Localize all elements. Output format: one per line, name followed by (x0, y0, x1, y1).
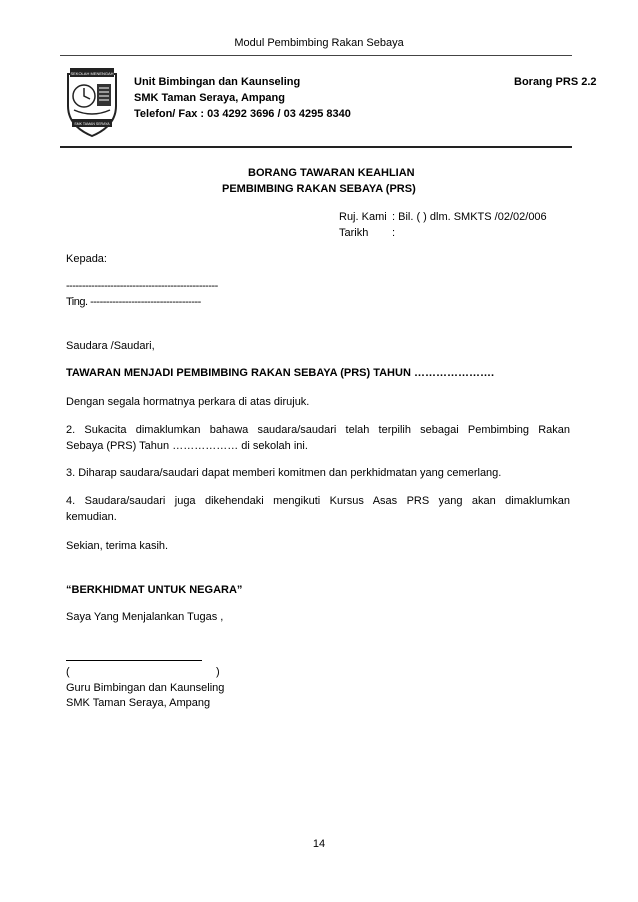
school-line: SMK Taman Seraya, Ampang (134, 92, 285, 104)
signatory-title: Guru Bimbingan dan Kaunseling (66, 682, 225, 694)
date-value: : (392, 227, 396, 239)
ref-value: : Bil. ( ) dlm. SMKTS /02/02/006 (392, 211, 547, 223)
date-label: Tarikh (339, 227, 369, 239)
form-title-line2: PEMBIMBING RAKAN SEBAYA (PRS) (222, 183, 416, 195)
ting-line: Ting. ----------------------------------- (66, 296, 201, 308)
salutation: Saudara /Saudari, (66, 340, 155, 352)
paragraph-2-line2: Sebaya (PRS) Tahun ……………… di sekolah ini. (66, 440, 308, 452)
signature-paren-close: ) (216, 666, 220, 678)
school-crest-icon (64, 64, 120, 140)
unit-line: Unit Bimbingan dan Kaunseling (134, 76, 301, 88)
paragraph-4-line2: kemudian. (66, 511, 117, 523)
signature-paren-open: ( (66, 666, 70, 678)
page-number: 14 (312, 838, 326, 850)
motto: “BERKHIDMAT UNTUK NEGARA” (66, 584, 243, 596)
recipient-label: Kepada: (66, 253, 107, 265)
form-title-line1: BORANG TAWARAN KEAHLIAN (248, 167, 415, 179)
crest-top-text: SEKOLAH MENENGAH (70, 71, 114, 76)
letter-subject: TAWARAN MENJADI PEMBIMBING RAKAN SEBAYA (PRS) TAHUN …………………. (66, 367, 495, 379)
paragraph-2-line1: 2. Sukacita dimaklumkan bahawa saudara/saudari telah terpilih sebagai Pembimbing Rakan (66, 424, 570, 436)
closing-line: Sekian, terima kasih. (66, 540, 169, 552)
opening-line: Dengan segala hormatnya perkara di atas dirujuk. (66, 396, 310, 408)
module-title: Modul Pembimbing Rakan Sebaya (234, 37, 404, 49)
crest-bottom-text: SMK TAMAN SERAYA (74, 122, 110, 126)
letterhead-divider (60, 146, 572, 148)
paragraph-3: 3. Diharap saudara/saudari dapat memberi komitmen dan perkhidmatan yang cemerlang. (66, 467, 502, 479)
recipient-blank: ------------------------------------------------ (66, 280, 218, 292)
duty-line: Saya Yang Menjalankan Tugas , (66, 611, 224, 623)
signatory-school: SMK Taman Seraya, Ampang (66, 697, 211, 709)
signature-line (66, 660, 202, 661)
ref-label: Ruj. Kami (339, 211, 387, 223)
paragraph-4-line1: 4. Saudara/saudari juga dikehendaki mengikuti Kursus Asas PRS yang akan dimaklumkan (66, 495, 570, 507)
phone-line: Telefon/ Fax : 03 4292 3696 / 03 4295 8340 (134, 108, 351, 120)
header-divider (60, 55, 572, 56)
form-code: Borang PRS 2.2 (514, 76, 597, 88)
